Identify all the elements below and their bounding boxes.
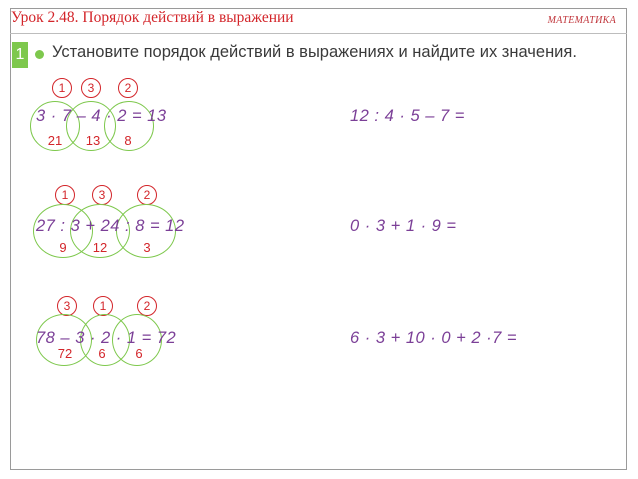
step-result: 9 — [59, 240, 67, 255]
order-marker: 1 — [93, 296, 113, 316]
order-marker: 1 — [55, 185, 75, 205]
solved-expression: 78 – 3 · 2 · 1 = 72 — [36, 329, 177, 347]
bullet-icon — [35, 50, 44, 59]
task-instruction: Установите порядок действий в выражениях и найдите их значения. — [52, 43, 577, 61]
order-marker: 1 — [52, 78, 72, 98]
step-result: 6 — [98, 346, 106, 361]
task-number-badge: 1 — [12, 42, 28, 68]
lesson-title: Урок 2.48. Порядок действий в выражении — [11, 9, 294, 26]
solved-expression: 27 : 3 + 24 : 8 = 12 — [36, 217, 185, 235]
header-divider — [10, 33, 627, 34]
subject-label: МАТЕМАТИКА — [547, 15, 616, 26]
step-result: 21 — [47, 133, 63, 148]
step-result: 8 — [124, 133, 132, 148]
unsolved-expression: 0 · 3 + 1 · 9 = — [350, 217, 457, 235]
order-marker: 2 — [137, 185, 157, 205]
solved-expression: 3 · 7 – 4 · 2 = 13 — [36, 107, 167, 125]
order-marker: 2 — [137, 296, 157, 316]
step-result: 13 — [85, 133, 101, 148]
order-marker: 3 — [57, 296, 77, 316]
unsolved-expression: 6 · 3 + 10 · 0 + 2 ·7 = — [350, 329, 517, 347]
order-marker: 2 — [118, 78, 138, 98]
step-result: 72 — [57, 346, 73, 361]
step-result: 6 — [135, 346, 143, 361]
unsolved-expression: 12 : 4 · 5 – 7 = — [350, 107, 465, 125]
step-result: 12 — [92, 240, 108, 255]
order-marker: 3 — [92, 185, 112, 205]
order-marker: 3 — [81, 78, 101, 98]
step-result: 3 — [143, 240, 151, 255]
